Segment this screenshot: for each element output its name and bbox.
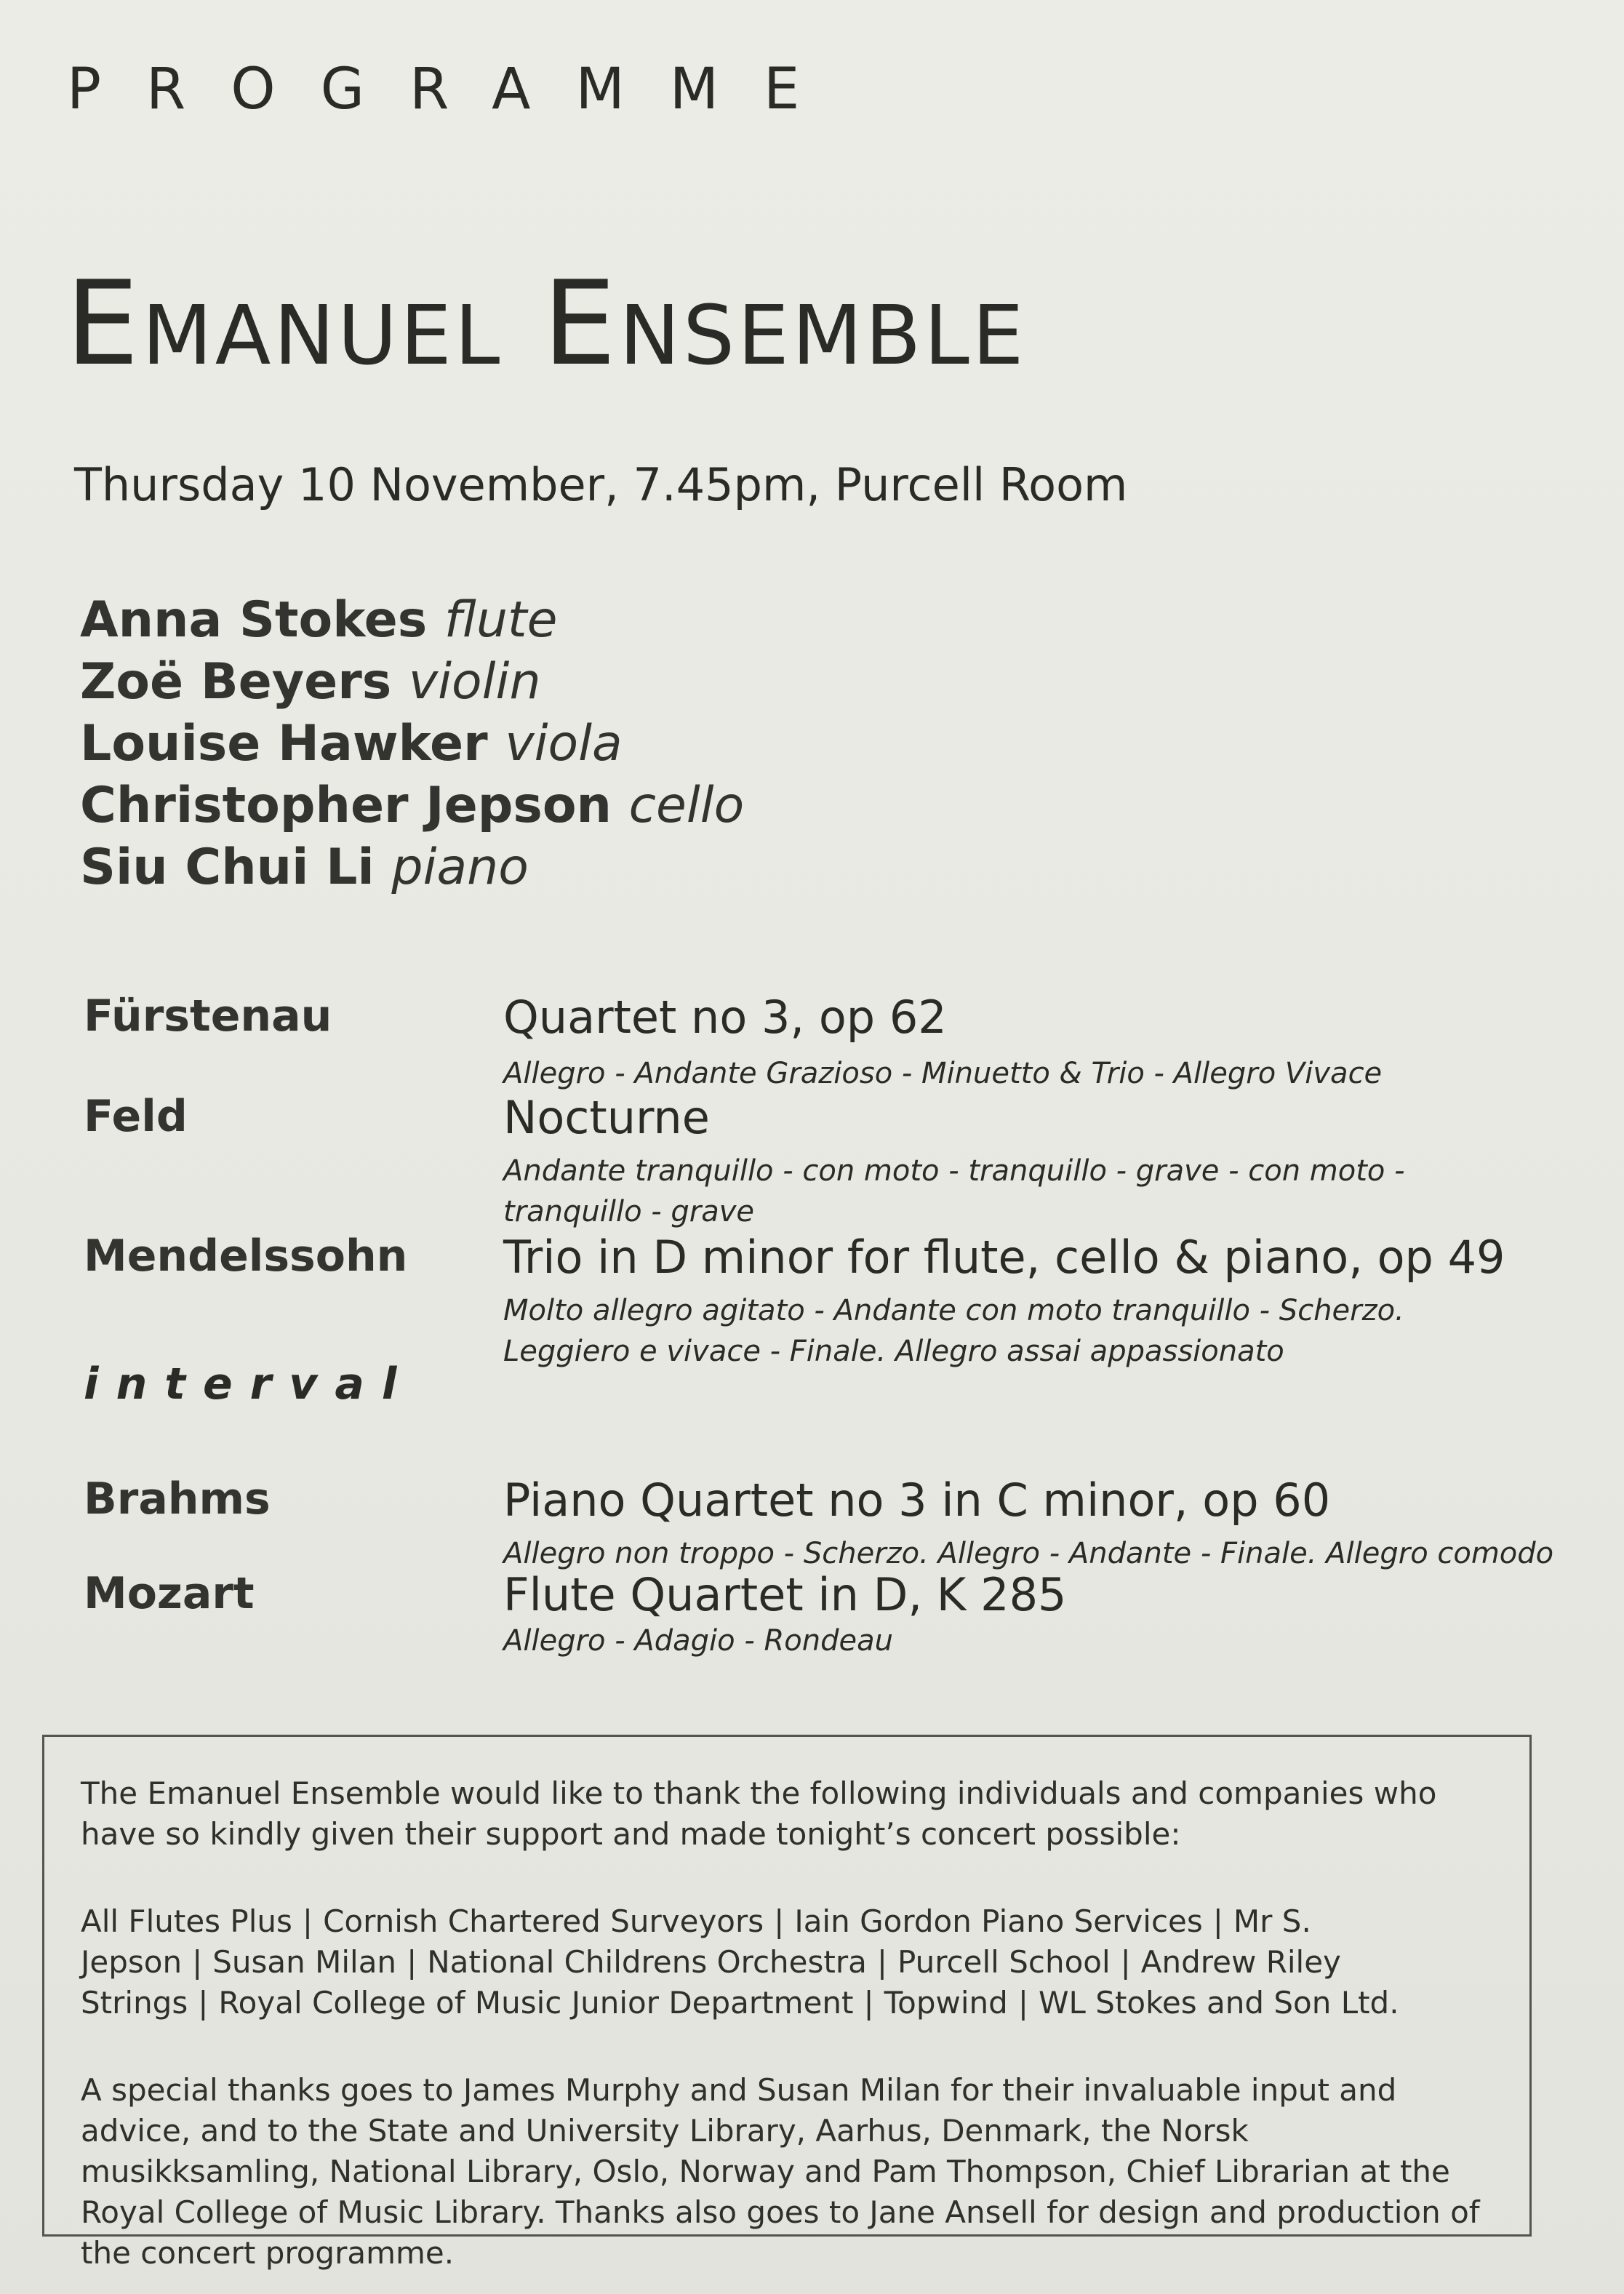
work-movements: Allegro non troppo - Scherzo. Allegro - Andante - Finale. Allegro comodo bbox=[503, 1537, 1554, 1570]
work-movements: Andante tranquillo - con moto - tranquillo - grave - con moto - tranquillo - grave bbox=[503, 1154, 1405, 1228]
composer-name: Mendelssohn bbox=[84, 1231, 408, 1282]
performer-name: Louise Hawker bbox=[80, 715, 488, 772]
composer-name: Feld bbox=[84, 1091, 188, 1142]
ensemble-name: Emanuel Ensemble bbox=[65, 255, 1027, 391]
acknowledgements-intro: The Emanuel Ensemble would like to thank the following individuals and companies who have so kindly given their support and made tonight’s concert possible: bbox=[81, 1775, 1437, 1852]
work-title: Flute Quartet in D, K 285 bbox=[503, 1568, 1067, 1621]
work-title: Piano Quartet no 3 in C minor, op 60 bbox=[503, 1474, 1331, 1527]
work-title: Quartet no 3, op 62 bbox=[503, 991, 947, 1044]
performer-name: Christopher Jepson bbox=[80, 777, 612, 834]
sponsor: Cornish Chartered Surveyors bbox=[323, 1903, 764, 1939]
performer-name: Anna Stokes bbox=[80, 591, 428, 649]
composer-name: Mozart bbox=[84, 1568, 255, 1619]
sponsor: Purcell School bbox=[897, 1944, 1111, 1980]
performer-name: Siu Chui Li bbox=[80, 839, 375, 896]
performer-instrument: piano bbox=[391, 839, 529, 896]
sponsor-list: All Flutes Plus | Cornish Chartered Surveyors | Iain Gordon Piano Services | Mr S. Jepson | Susan Milan | National Childrens Orchestra | Purcell School | Andrew Riley Strings | Royal College of Music Junior Department | Topwind | WL Stokes and Son Ltd. bbox=[81, 1903, 1399, 2021]
performer-instrument: cello bbox=[628, 777, 745, 834]
sponsor: Iain Gordon Piano Services bbox=[794, 1903, 1203, 1939]
performer-instrument: flute bbox=[444, 591, 558, 649]
performer-instrument: violin bbox=[408, 653, 541, 711]
sponsor: WL Stokes and Son Ltd. bbox=[1039, 1985, 1399, 2021]
special-thanks: A special thanks goes to James Murphy and Susan Milan for their invaluable input and advice, and to the State and University Library, Aarhus, Denmark, the Norsk musikksamling, National Library, Oslo, Norway and Pam Thompson, Chief Librarian at the Royal College of Music Library. Thanks also goes to Jane Ansell for design and production of the concert programme. bbox=[81, 2072, 1480, 2271]
composer-name: Brahms bbox=[84, 1474, 271, 1524]
work-title: Trio in D minor for flute, cello & piano, op 49 bbox=[503, 1231, 1505, 1284]
performer bbox=[80, 651, 744, 713]
performer bbox=[80, 775, 744, 836]
sponsor: National Childrens Orchestra bbox=[427, 1944, 867, 1980]
performer-instrument: viola bbox=[505, 715, 623, 772]
work-movements: Allegro - Andante Grazioso - Minuetto & Trio - Allegro Vivace bbox=[503, 1057, 1383, 1090]
sponsor: Mr S. Jepson bbox=[81, 1903, 1311, 1980]
sponsor: Royal College of Music Junior Department bbox=[218, 1985, 854, 2021]
performer-list bbox=[80, 589, 744, 898]
interval-label: interval bbox=[84, 1359, 415, 1410]
acknowledgements-box bbox=[42, 1735, 1532, 2271]
concert-date-venue: Thursday 10 November, 7.45pm, Purcell Room bbox=[74, 458, 1128, 511]
sponsor: Topwind bbox=[884, 1985, 1008, 2021]
performer bbox=[80, 836, 744, 898]
sponsor: All Flutes Plus bbox=[81, 1903, 292, 1939]
programme-heading: PROGRAMME bbox=[67, 57, 845, 122]
sponsor: Andrew Riley Strings bbox=[81, 1944, 1341, 2021]
performer bbox=[80, 589, 744, 651]
work-movements: Allegro - Adagio - Rondeau bbox=[503, 1624, 893, 1658]
sponsor: Susan Milan bbox=[212, 1944, 397, 1980]
composer-name: Fürstenau bbox=[84, 991, 332, 1042]
work-title: Nocturne bbox=[503, 1091, 710, 1144]
work-movements: Molto allegro agitato - Andante con moto tranquillo - Scherzo. Leggiero e vivace - Finale. Allegro assai appassionato bbox=[503, 1294, 1404, 1368]
performer bbox=[80, 713, 744, 775]
performer-name: Zoë Beyers bbox=[80, 653, 392, 711]
